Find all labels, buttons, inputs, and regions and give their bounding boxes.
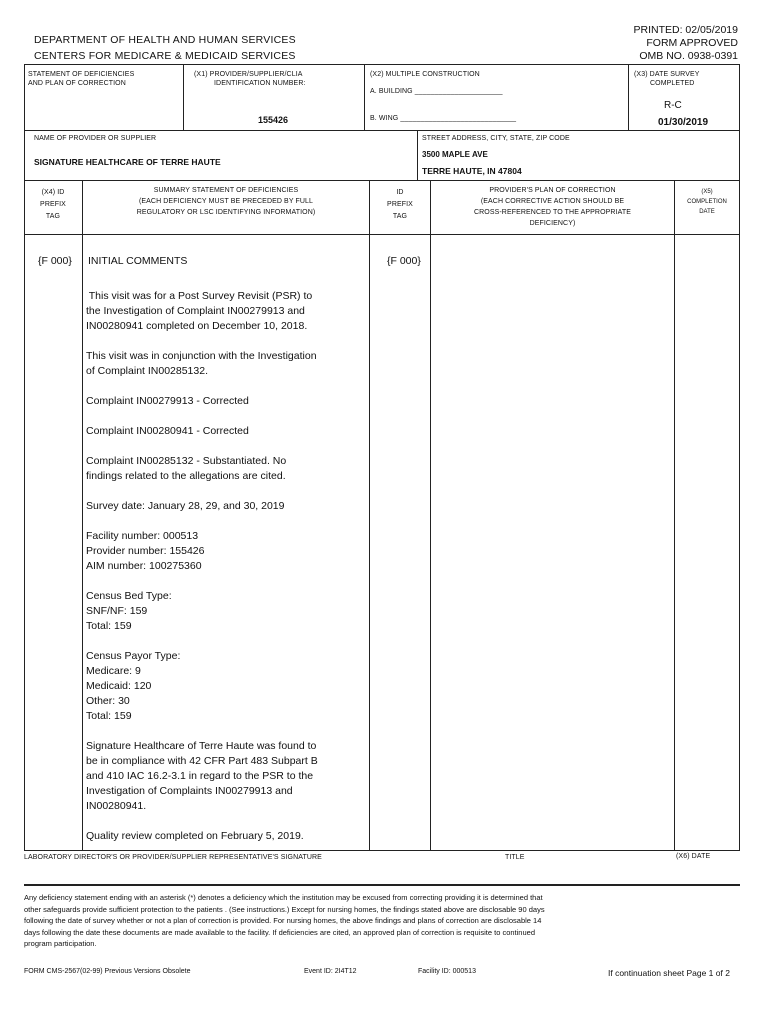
plan-header: PROVIDER'S PLAN OF CORRECTION (EACH CORRECTIVE ACTION SHOULD BE CROSS-REFERENCED TO THE APPROPRIATE DEFICIENCY) [473, 187, 631, 227]
page-indicator: If continuation sheet Page 1 of 2 [608, 968, 730, 978]
omb-number: OMB NO. 0938-0391 [639, 50, 738, 62]
comment-line: Quality review completed on February 5, 2019. [86, 830, 304, 842]
box-right-line [739, 64, 740, 850]
facility-id: Facility ID: 000513 [418, 968, 476, 975]
event-id: Event ID: 2I4T12 [304, 968, 357, 975]
survey-completed-date: 01/30/2019 [658, 117, 709, 128]
printed-date: PRINTED: 02/05/2019 [633, 24, 738, 36]
provider-id-number: 155426 [258, 115, 289, 125]
comment-line: This visit was for a Post Survey Revisit (PSR) to [86, 290, 313, 302]
comment-line: Facility number: 000513 [86, 530, 199, 542]
column-divider [430, 180, 431, 850]
street-address: 3500 MAPLE AVE [422, 150, 488, 159]
x1-label-2: IDENTIFICATION NUMBER: [214, 80, 306, 87]
comment-line: Total: 159 [86, 620, 132, 632]
column-divider [369, 180, 370, 850]
row-line [24, 234, 740, 235]
comment-line: Signature Healthcare of Terre Haute was found to [86, 740, 317, 752]
comment-line: This visit was in conjunction with the Investigation [86, 350, 317, 362]
comment-line: and 410 IAC 16.2-3.1 in regard to the PSR to the [86, 770, 314, 782]
lab-director-signature-label: LABORATORY DIRECTOR'S OR PROVIDER/SUPPLIER REPRESENTATIVE'S SIGNATURE [24, 854, 322, 861]
survey-code: R-C [664, 100, 682, 111]
column-divider [82, 180, 83, 850]
disclaimer-line: days following the date these documents are made available to the facility. If deficiencies are cited, an approved plan of correction is requisite to continued [24, 927, 535, 937]
x2-label: (X2) MULTIPLE CONSTRUCTION [370, 71, 480, 78]
comment-line: Medicaid: 120 [86, 680, 152, 692]
statement-label: STATEMENT OF DEFICIENCIES [28, 71, 135, 78]
x3-label: (X3) DATE SURVEY [634, 71, 700, 78]
disclaimer-line: program participation. [24, 939, 97, 948]
disclaimer [24, 892, 740, 950]
disclaimer-line: other safeguards provide sufficient protection to the patients . (See instructions.) Except for nursing homes, the findings stated above are disclosable 90 days [24, 904, 545, 914]
divider [183, 64, 184, 130]
divider [417, 130, 418, 180]
provider-name: SIGNATURE HEALTHCARE OF TERRE HAUTE [34, 157, 221, 167]
comment-line: Provider number: 155426 [86, 545, 205, 557]
divider [364, 64, 365, 130]
comment-line: Investigation of Complaints IN00279913 and [86, 785, 293, 797]
comment-line: Medicare: 9 [86, 665, 141, 677]
comment-line: findings related to the allegations are cited. [86, 470, 286, 482]
department-title: DEPARTMENT OF HEALTH AND HUMAN SERVICES [34, 34, 296, 46]
form-approved: FORM APPROVED [646, 37, 738, 49]
comment-line: the Investigation of Complaint IN00279913 and [86, 305, 305, 317]
comment-line: Census Payor Type: [86, 650, 181, 662]
signature-line-bottom [24, 884, 740, 886]
address-label: STREET ADDRESS, CITY, STATE, ZIP CODE [422, 135, 570, 142]
disclaimer-line: Any deficiency statement ending with an asterisk (*) denotes a deficiency which the institution may be excused from correcting providing it is determined that [24, 893, 543, 902]
comment-line: IN00280941. [86, 800, 147, 812]
row-line [24, 180, 740, 181]
box-top-line [24, 64, 740, 65]
summary-header: SUMMARY STATEMENT OF DEFICIENCIES (EACH DEFICIENCY MUST BE PRECEDED BY FULL REGULATORY OR LSC IDENTIFYING INFORMATION) [136, 187, 316, 216]
centers-title: CENTERS FOR MEDICARE & MEDICAID SERVICES [34, 50, 296, 62]
comments-body [86, 289, 368, 844]
form-number: FORM CMS-2567(02-99) Previous Versions Obsolete [24, 968, 191, 975]
comment-line: SNF/NF: 159 [86, 605, 148, 617]
prefix-tag-right: {F 000} [387, 255, 421, 267]
id-header: ID PREFIX TAG [387, 189, 413, 220]
comment-line: Census Bed Type: [86, 590, 172, 602]
signature-line-top [24, 850, 740, 851]
statement-label-2: AND PLAN OF CORRECTION [28, 80, 126, 87]
x4-header: (X4) ID PREFIX TAG [40, 189, 66, 220]
comment-line: Other: 30 [86, 695, 130, 707]
comment-line: Complaint IN00285132 - Substantiated. No [86, 455, 287, 467]
building-field: A. BUILDING ______________________ [370, 88, 503, 95]
comment-line: of Complaint IN00285132. [86, 365, 208, 377]
divider [628, 64, 629, 130]
comment-line: Total: 159 [86, 710, 132, 722]
wing-field: B. WING _____________________________ [370, 115, 517, 122]
row-line [24, 130, 740, 131]
comment-line: Survey date: January 28, 29, and 30, 2019 [86, 500, 285, 512]
x1-label: (X1) PROVIDER/SUPPLIER/CLIA [194, 71, 303, 78]
comment-line: be in compliance with 42 CFR Part 483 Subpart B [86, 755, 318, 767]
box-left-line [24, 64, 25, 850]
x5-header: (X5) COMPLETION DATE [687, 189, 727, 215]
comment-line: AIM number: 100275360 [86, 560, 202, 572]
prefix-tag-left: {F 000} [38, 255, 72, 267]
initial-comments-heading: INITIAL COMMENTS [88, 255, 188, 267]
date-label: (X6) DATE [676, 853, 711, 860]
disclaimer-line: following the date of survey whether or not a plan of correction is provided. For nursing homes, the above findings and plans of correction are disclosable 14 [24, 916, 542, 925]
comment-line: Complaint IN00280941 - Corrected [86, 425, 249, 437]
title-label: TITLE [505, 854, 525, 861]
column-divider [674, 180, 675, 850]
x3-label-2: COMPLETED [650, 80, 695, 87]
provider-name-label: NAME OF PROVIDER OR SUPPLIER [34, 135, 157, 142]
city-state-zip: TERRE HAUTE, IN 47804 [422, 166, 522, 176]
comment-line: IN00280941 completed on December 10, 2018. [86, 320, 308, 332]
comment-line: Complaint IN00279913 - Corrected [86, 395, 249, 407]
